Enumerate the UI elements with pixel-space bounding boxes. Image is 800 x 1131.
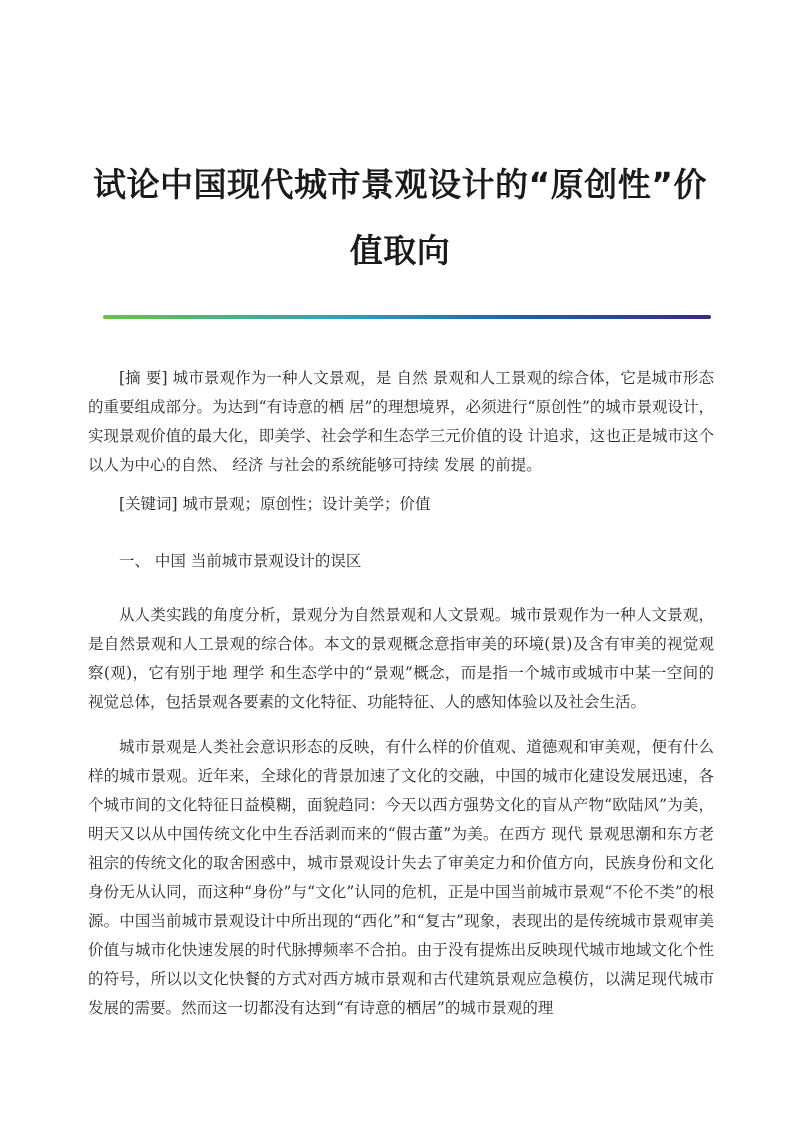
body-paragraph-1: 从人类实践的角度分析，景观分为自然景观和人文景观。城市景观作为一种人文景观，是自然景观和人工景观的综合体。本文的景观概念意指审美的环境(景)及含有审美的视觉观察(观)，它有别于地 理学 和生态学中的“景观”概念，而是指一个城市或城市中某一空间的视觉总体，包括景观各要素的文化特征、功能特征、人的感知体验以及社会生活。 bbox=[88, 606, 714, 711]
body-paragraph-2: 城市景观是人类社会意识形态的反映，有什么样的价值观、道德观和审美观，便有什么样的城市景观。近年来，全球化的背景加速了文化的交融，中国的城市化建设发展迅速，各个城市间的文化特征日益模糊，面貌趋同：今天以西方强势文化的盲从产物“欧陆风”为美，明天又以从中国传统文化中生吞活剥而来的“假古董”为美。在西方 现代 景观思潮和东方老祖宗的传统文化的取舍困惑中，城市景观设计失去了审美定力和价值方向，民族身份和文化身份无从认同，而这种“身份”与“文化”认同的危机，正是中国当前城市景观“不伦不类”的根源。中国当前城市景观设计中所出现的“西化”和“复古”现象，表现出的是传统城市景观审美价值与城市化快速发展的时代脉搏频率不合拍。由于没有提炼出反映现代城市地域文化个性的符号，所以以文化快餐的方式对西方城市景观和古代建筑景观应急模仿，以满足现代城市发展的需要。然而这一切都没有达到“有诗意的栖居”的城市景观的理 bbox=[88, 738, 714, 1017]
keywords-line: [关键词] 城市景观；原创性；设计美学；价值 bbox=[119, 495, 431, 513]
title-divider bbox=[103, 315, 711, 319]
title-line-1: 试论中国现代城市景观设计的“原创性”价 bbox=[93, 165, 707, 204]
abstract-paragraph: [摘 要] 城市景观作为一种人文景观，是 自然 景观和人工景观的综合体，它是城市形态的重要组成部分。为达到“有诗意的栖 居”的理想境界，必须进行“原创性”的城市景观设计，实现景观价值的最大化，即美学、社会学和生态学三元价值的设 计追求，这也正是城市这个以人为中心的自然、 经济 与社会的系统能够可持续 发展 的前提。 bbox=[88, 369, 714, 474]
document-title bbox=[90, 152, 710, 284]
title-line-2: 值取向 bbox=[349, 231, 451, 270]
section-heading: 一、 中国 当前城市景观设计的误区 bbox=[119, 552, 362, 570]
